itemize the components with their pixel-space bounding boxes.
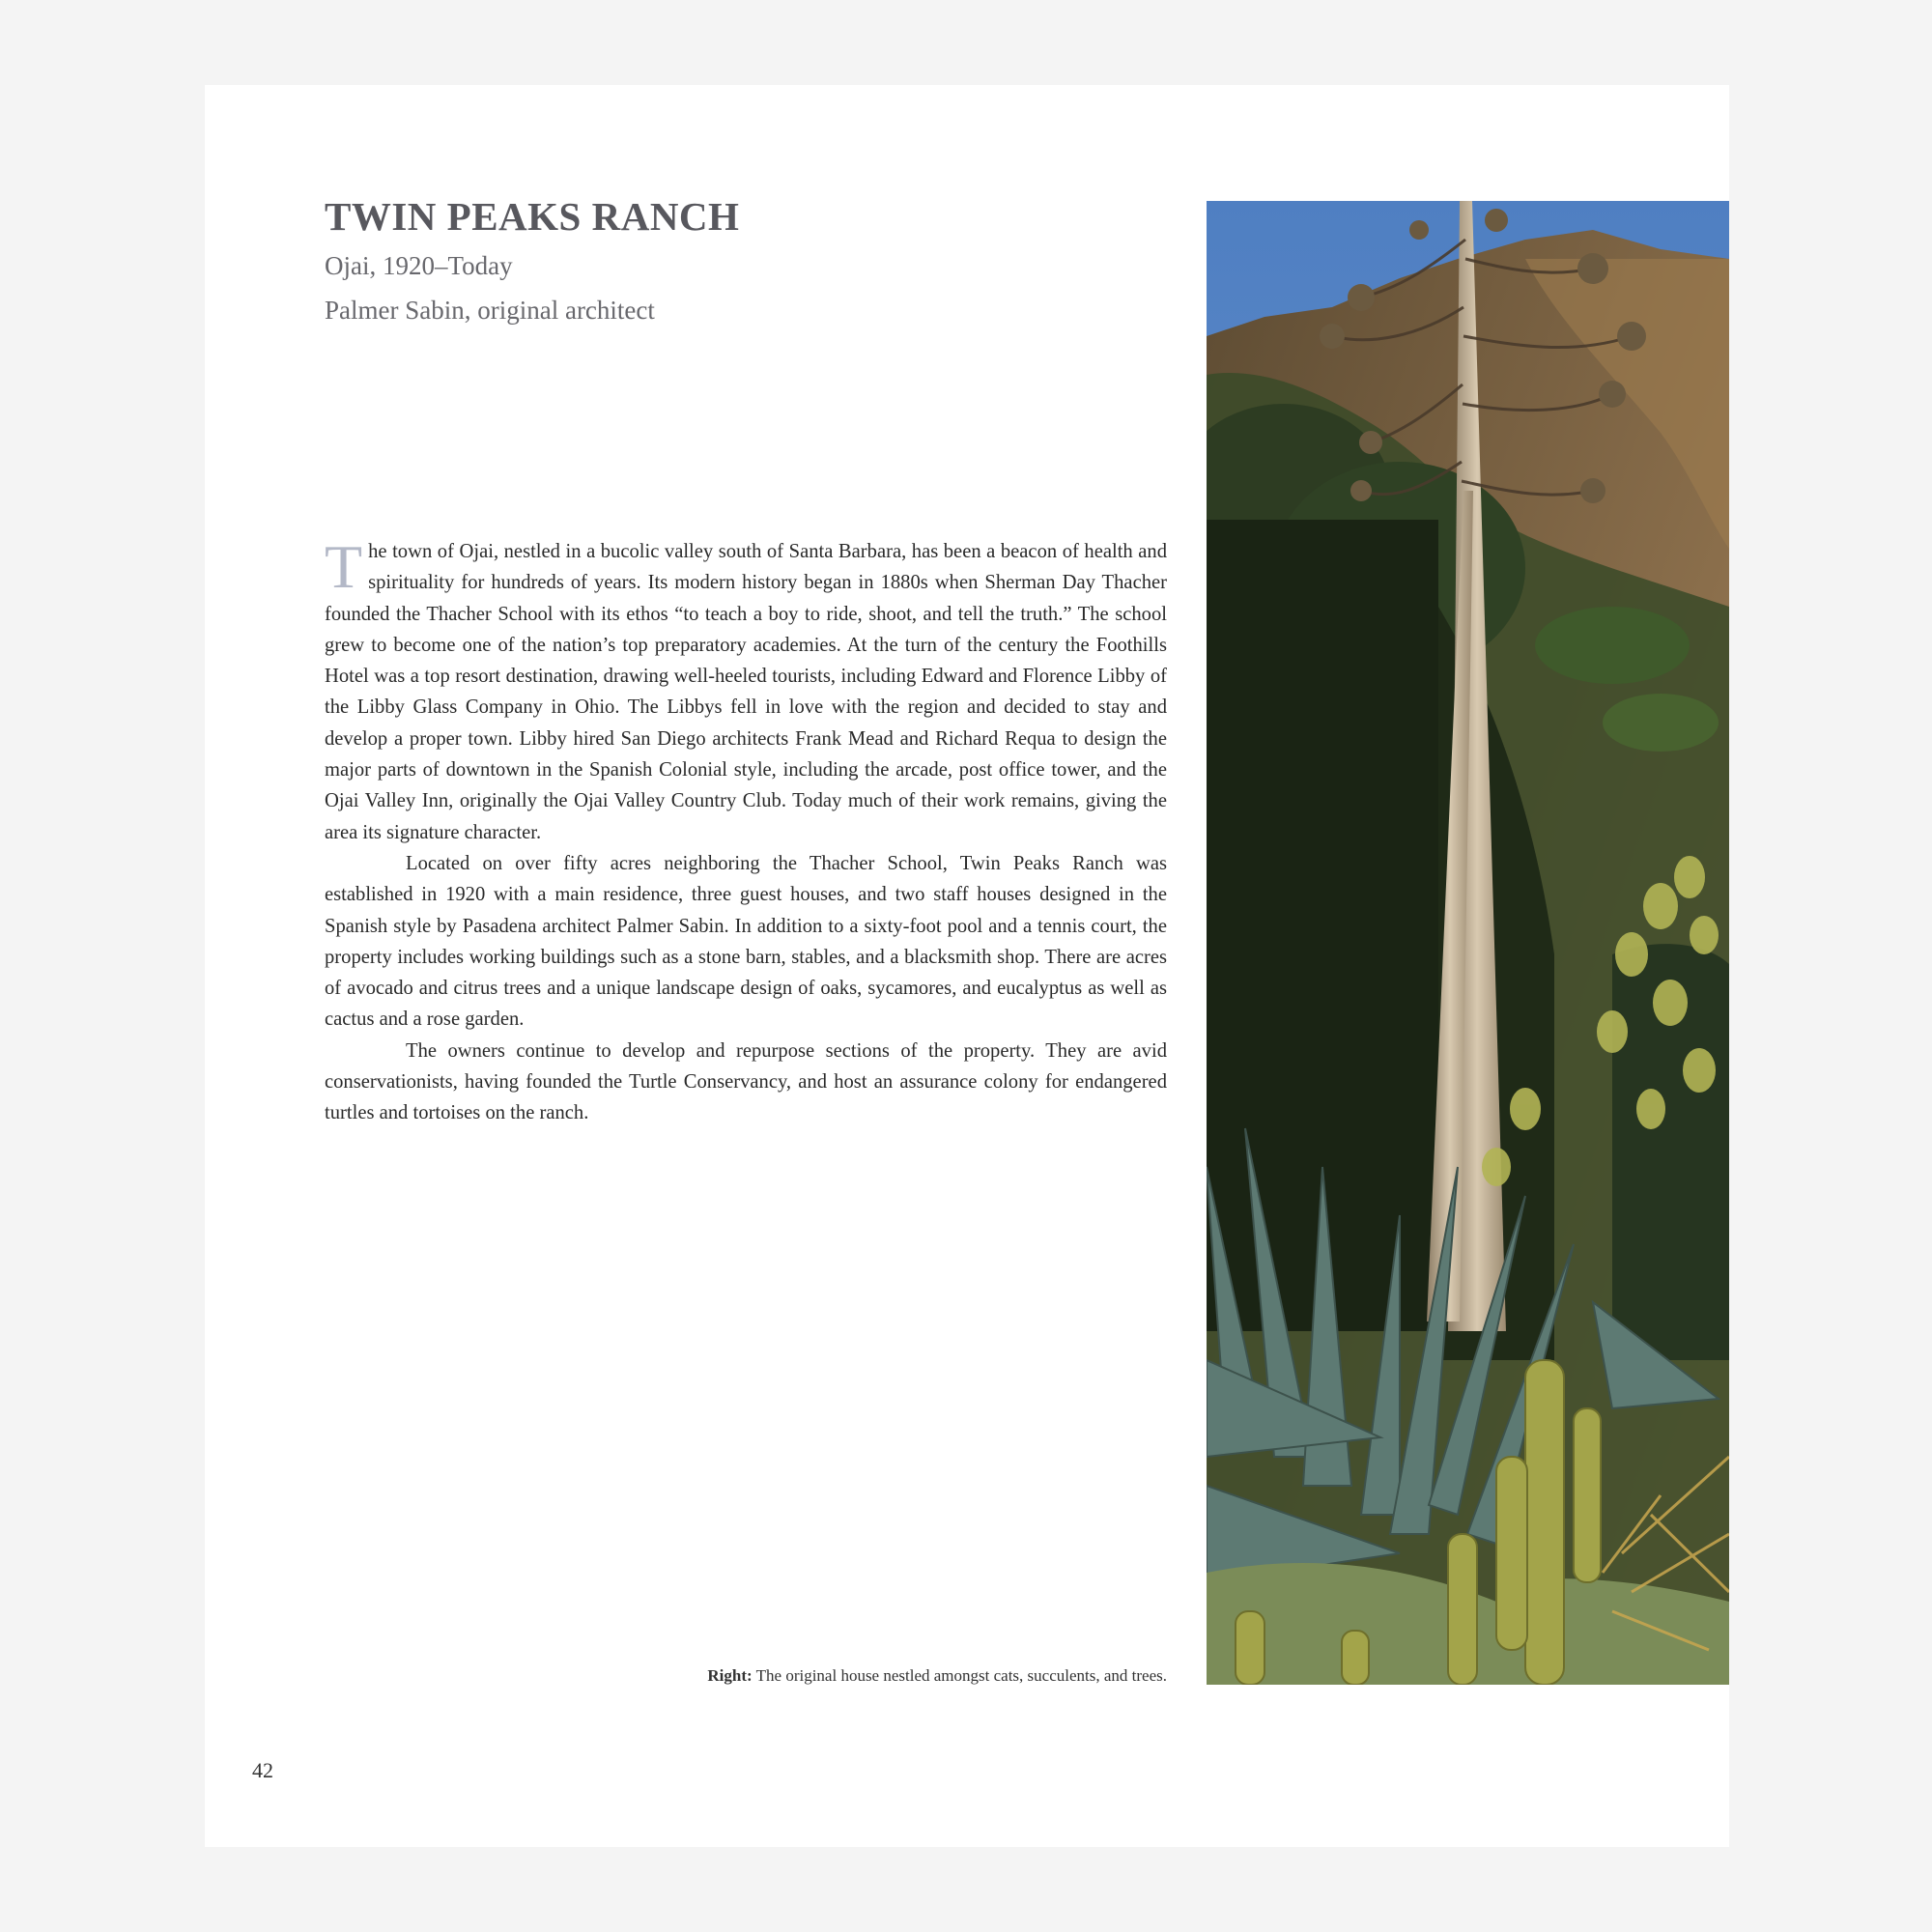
- architect-credit: Palmer Sabin, original architect: [325, 296, 655, 325]
- caption-text: The original house nestled amongst cats, succulents, and trees.: [755, 1666, 1167, 1685]
- page-number: 42: [252, 1758, 273, 1782]
- ranch-photo: [1207, 201, 1729, 1685]
- paragraph-2: Located on over fifty acres neighboring the Thacher School, Twin Peaks Ranch was established in 1920 with a main residence, three guest houses, and two staff houses designed in the Spanish style by Pasadena architect Palmer Sabin. In addition to a sixty-foot pool and a tennis court, the property includes working buildings such as a stone barn, stables, and a blacksmith shop. There are acres of avocado and citrus trees and a unique landscape design of oaks, sycamores, and eucalyptus as well as cactus and a rose garden.: [325, 852, 1167, 1031]
- ranch-photo-illustration: [1207, 201, 1729, 1685]
- body-text: [325, 532, 1167, 1129]
- paragraph-1: [325, 532, 1167, 848]
- paragraph-1-text: he town of Ojai, nestled in a bucolic valley south of Santa Barbara, has been a beacon of health and spirituality for hundreds of years. Its modern history began in 1880s when Sherman Day Thacher founded the Thacher School with its ethos “to teach a boy to ride, shoot, and tell the truth.” The school grew to become one of the nation’s top preparatory academies. At the turn of the century the Foothills Hotel was a top resort destination, drawing well-heeled tourists, including Edward and Florence Libby of the Libby Glass Company in Ohio. The Libbys fell in love with the region and decided to stay and develop a proper town. Libby hired San Diego architects Frank Mead and Richard Requa to design the major parts of downtown in the Spanish Colonial style, including the arcade, post office tower, and the Ojai Valley Inn, originally the Ojai Valley Country Club. Today much of their work remains, giving the area its signature character.: [325, 541, 1167, 843]
- book-page: [205, 85, 1729, 1847]
- photo-caption: [707, 1666, 1167, 1686]
- page-title: TWIN PEAKS RANCH: [325, 194, 740, 239]
- caption-lead: Right:: [707, 1666, 753, 1685]
- paragraph-3: The owners continue to develop and repurpose sections of the property. They are avid conservationists, having founded the Turtle Conservancy, and host an assurance colony for endangered turtles and tortoises on the ranch.: [325, 1039, 1167, 1124]
- drop-cap: T: [325, 532, 363, 601]
- location-dates: Ojai, 1920–Today: [325, 251, 513, 280]
